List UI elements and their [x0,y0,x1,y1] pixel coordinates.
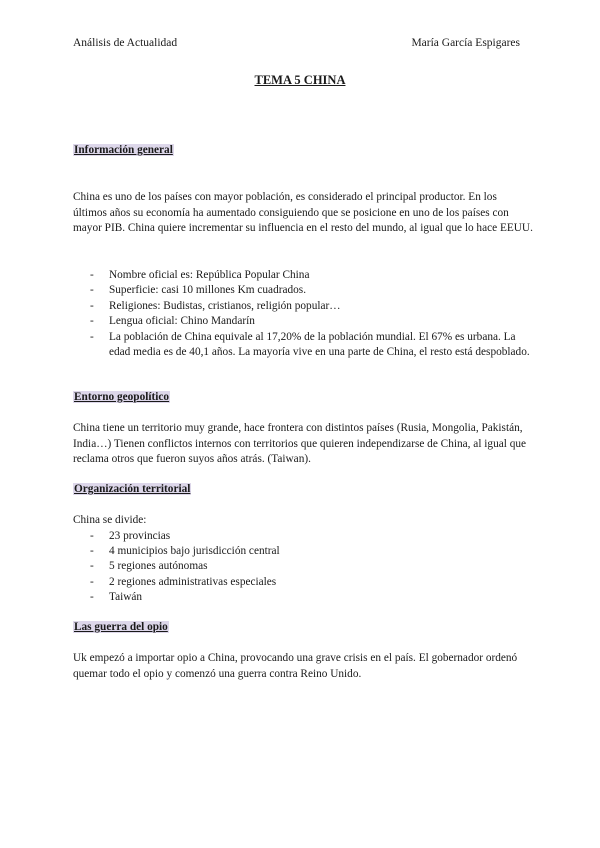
territorial-intro: China se divide: [73,514,147,526]
territorial-list [73,529,533,606]
header-course: Análisis de Actualidad [73,37,178,49]
list-item: - Religiones: Budistas, cristianos, religión popular… [73,299,533,314]
list-item: - 23 provincias [73,529,533,544]
section-territorial-heading [73,483,533,495]
section-opio-body [73,651,533,682]
section-territorial-body [73,513,533,606]
list-item: - Taiwán [73,590,533,605]
list-item: - Lengua oficial: Chino Mandarín [73,314,533,329]
list-item: - 4 municipios bajo jurisdicción central [73,544,533,559]
section-general-heading [73,144,533,156]
heading-entorno-geopolitico: Entorno geopolítico [74,391,170,403]
heading-guerra-opio: Las guerra del opio [74,621,168,633]
opio-paragraph: Uk empezó a importar opio a China, provocando una grave crisis en el país. El gobernador ordenó quemar todo el opio y comenzó una guerra contra Reino Unido. [73,652,518,680]
section-geopolitico-heading [73,391,533,403]
section-opio-heading [73,621,533,633]
list-item: - Nombre oficial es: República Popular China [73,268,533,283]
document-title [0,73,600,88]
heading-informacion-general: Información general [74,144,173,156]
page-header [73,37,520,49]
general-list [73,268,533,360]
geopolitico-paragraph: China tiene un territorio muy grande, hace frontera con distintos países (Rusia, Mongolia, Pakistán, India…) Tienen conflictos internos con territorios que quieren independizarse de China, al igual que reclama otros que fueron suyos años atrás. (Taiwan). [73,422,527,466]
list-item: - La población de China equivale al 17,20% de la población mundial. El 67% es urbana. La edad media es de 40,1 años. La mayoría vive en una parte de China, el resto está despoblado. [73,330,533,361]
list-item: - Superficie: casi 10 millones Km cuadrados. [73,283,533,298]
list-item: - 2 regiones administrativas especiales [73,575,533,590]
section-general-body [73,190,533,237]
title-text: TEMA 5 CHINA [254,73,346,87]
list-item: - 5 regiones autónomas [73,559,533,574]
section-geopolitico-body [73,421,533,468]
section-general-list [73,268,533,360]
general-paragraph: China es uno de los países con mayor población, es considerado el principal productor. En los últimos años su economía ha aumentado consiguiendo que se posicione en uno de los países con mayor PIB. China quiere incrementar su influencia en el resto del mundo, al igual que lo hace EEUU. [73,191,533,235]
heading-organizacion-territorial: Organización territorial [74,483,191,495]
header-author: María García Espigares [411,37,520,49]
